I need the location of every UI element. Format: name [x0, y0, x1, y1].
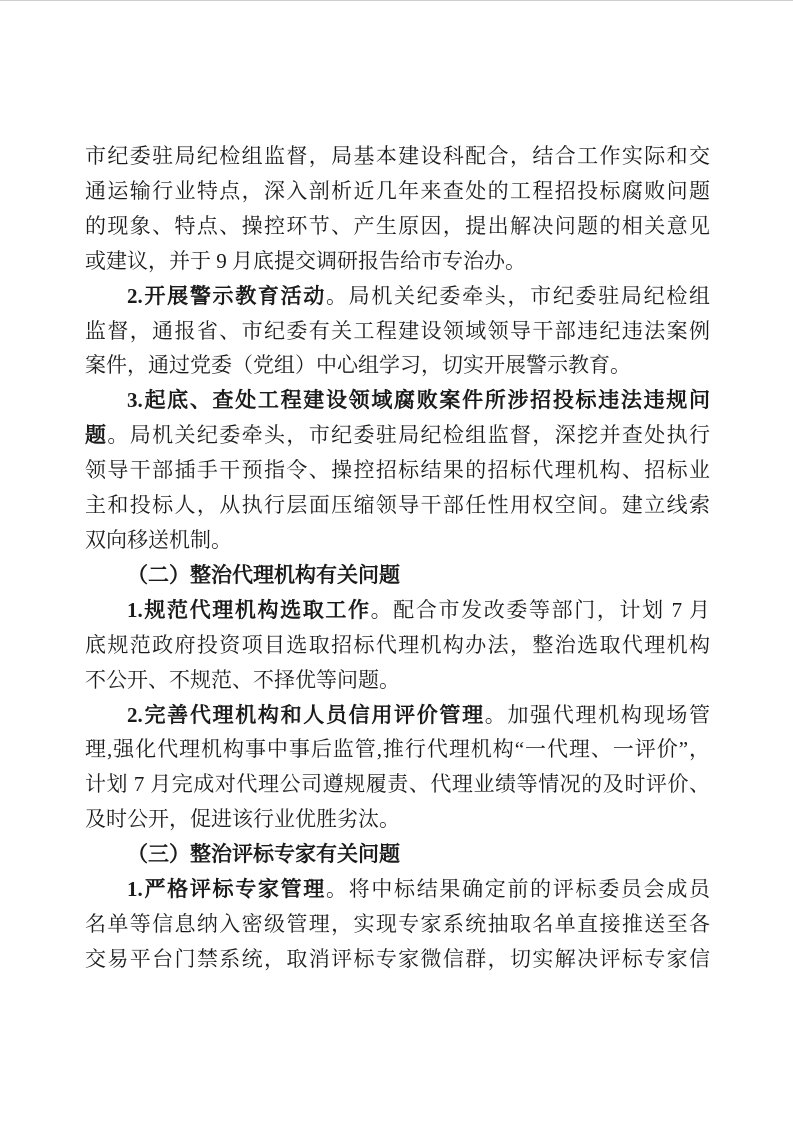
- text-line: [85, 767, 710, 802]
- text-line: [85, 628, 710, 663]
- text-run: 理,强化代理机构事中事后监管,推行代理机构“一代理、一评价”，: [85, 737, 710, 762]
- bold-text-run: 2.开展警示教育活动: [127, 283, 326, 308]
- text-run: 及时公开，促进该行业优胜劣汰。: [85, 807, 400, 832]
- text-line: [85, 593, 710, 628]
- text-run: 主和投标人，从执行层面压缩领导干部任性用权空间。建立线索: [85, 493, 710, 518]
- text-line: [85, 139, 710, 174]
- text-run: 案件，通过党委（党组）中心组学习，切实开展警示教育。: [85, 353, 631, 378]
- bold-text-run: 1.严格评标专家管理: [127, 877, 326, 902]
- text-line: [85, 488, 710, 523]
- bold-text-run: （二）整治代理机构有关问题: [127, 562, 400, 587]
- text-line: [85, 209, 710, 244]
- text-run: 。局机关纪委牵头，市纪委驻局纪检组监督，深挖并查处执行: [107, 423, 711, 448]
- text-run: 监督，通报省、市纪委有关工程建设领域领导干部违纪违法案例: [85, 318, 710, 343]
- bold-text-run: 2.完善代理机构和人员信用评价管理: [127, 702, 485, 727]
- document-body: [85, 139, 710, 977]
- text-line: [85, 279, 710, 314]
- text-run: 或建议，并于 9 月底提交调研报告给市专治办。: [85, 248, 526, 273]
- bold-text-run: 3.起底、查处工程建设领域腐败案件所涉招投标违法违规问: [127, 388, 710, 413]
- text-line: [85, 872, 710, 907]
- bold-text-run: 题: [85, 423, 108, 448]
- text-line: [85, 314, 710, 349]
- text-run: 名单等信息纳入密级管理，实现专家系统抽取名单直接推送至各: [85, 911, 710, 936]
- text-line: [85, 558, 710, 593]
- text-line: [85, 348, 710, 383]
- text-run: 通运输行业特点，深入剖析近几年来查处的工程招投标腐败问题: [85, 178, 710, 203]
- text-run: 的现象、特点、操控环节、产生原因，提出解决问题的相关意见: [85, 213, 710, 238]
- text-line: [85, 942, 710, 977]
- text-run: 交易平台门禁系统，取消评标专家微信群，切实解决评标专家信: [85, 946, 710, 971]
- text-run: 。将中标结果确定前的评标委员会成员: [325, 877, 711, 902]
- text-line: [85, 418, 710, 453]
- text-line: [85, 383, 710, 418]
- text-line: [85, 802, 710, 837]
- text-run: 不公开、不规范、不择优等问题。: [85, 667, 400, 692]
- bold-text-run: 1.规范代理机构选取工作: [127, 597, 371, 622]
- text-line: [85, 732, 710, 767]
- text-run: 双向移送机制。: [85, 527, 232, 552]
- text-line: [85, 453, 710, 488]
- text-run: 。配合市发改委等部门，计划 7 月: [370, 597, 710, 622]
- bold-text-run: （三）整治评标专家有关问题: [127, 842, 400, 867]
- text-line: [85, 698, 710, 733]
- text-run: 。局机关纪委牵头，市纪委驻局纪检组: [325, 283, 711, 308]
- text-line: [85, 837, 710, 872]
- text-line: [85, 523, 710, 558]
- text-run: 领导干部插手干预指令、操控招标结果的招标代理机构、招标业: [85, 458, 710, 483]
- text-line: [85, 174, 710, 209]
- text-run: 计划 7 月完成对代理公司遵规履责、代理业绩等情况的及时评价、: [85, 772, 710, 797]
- text-line: [85, 663, 710, 698]
- text-run: 底规范政府投资项目选取招标代理机构办法，整治选取代理机构: [85, 632, 710, 657]
- text-line: [85, 244, 710, 279]
- text-run: 。加强代理机构现场管: [484, 702, 711, 727]
- text-line: [85, 907, 710, 942]
- text-run: 市纪委驻局纪检组监督，局基本建设科配合，结合工作实际和交: [85, 144, 710, 168]
